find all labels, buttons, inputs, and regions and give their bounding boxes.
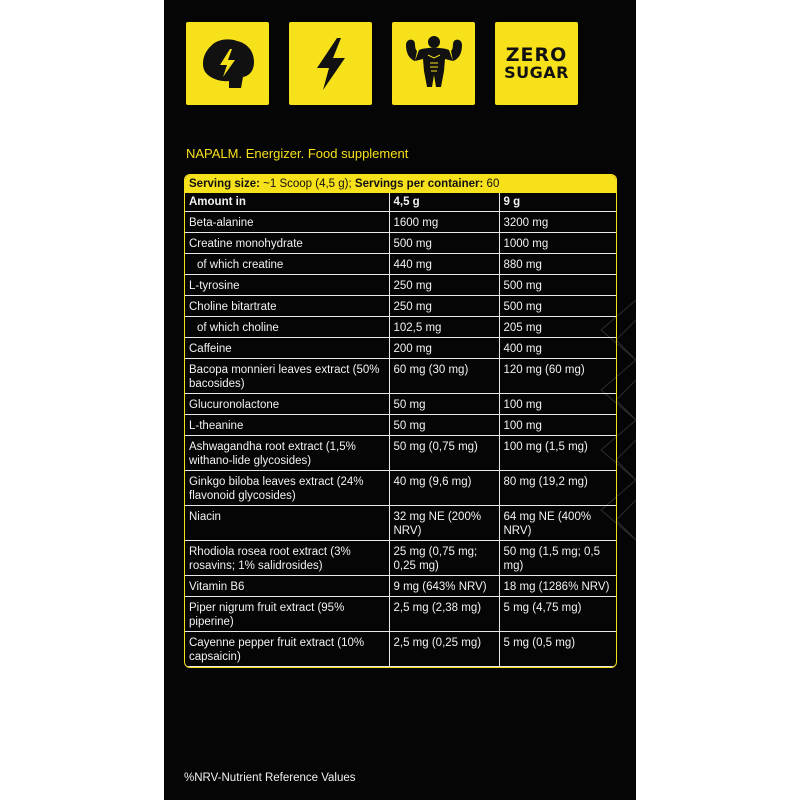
- amount-dose-1: 250 mg: [389, 296, 499, 317]
- table-row: [185, 541, 616, 576]
- table-row: [185, 632, 616, 667]
- table-row: [185, 359, 616, 394]
- amount-dose-2: 1000 mg: [499, 233, 616, 254]
- table-row: [185, 471, 616, 506]
- amount-dose-2: 80 mg (19,2 mg): [499, 471, 616, 506]
- ingredient-name: Piper nigrum fruit extract (95% piperine): [185, 597, 389, 632]
- amount-dose-1: 2,5 mg (0,25 mg): [389, 632, 499, 667]
- amount-dose-2: 18 mg (1286% NRV): [499, 576, 616, 597]
- ingredient-name: of which choline: [185, 317, 389, 338]
- table-row: [185, 317, 616, 338]
- header-dose-1: 4,5 g: [389, 193, 499, 212]
- amount-dose-1: 50 mg: [389, 394, 499, 415]
- ingredient-name: Niacin: [185, 506, 389, 541]
- bodybuilder-icon: [392, 22, 475, 105]
- amount-dose-2: 880 mg: [499, 254, 616, 275]
- amount-dose-1: 200 mg: [389, 338, 499, 359]
- amount-dose-2: 100 mg: [499, 394, 616, 415]
- amount-dose-2: 3200 mg: [499, 212, 616, 233]
- table-header-row: [185, 193, 616, 212]
- ingredient-name: Beta-alanine: [185, 212, 389, 233]
- table-row: [185, 212, 616, 233]
- table-row: [185, 296, 616, 317]
- ingredient-name: L-tyrosine: [185, 275, 389, 296]
- amount-dose-1: 440 mg: [389, 254, 499, 275]
- serving-size-label: Serving size:: [189, 178, 260, 190]
- table-row: [185, 394, 616, 415]
- amount-dose-2: 500 mg: [499, 296, 616, 317]
- amount-dose-2: 400 mg: [499, 338, 616, 359]
- table-row: [185, 597, 616, 632]
- table-row: [185, 254, 616, 275]
- serving-size-value: ~1 Scoop (4,5 g);: [259, 178, 352, 190]
- header-amount-in: Amount in: [185, 193, 389, 212]
- amount-dose-2: 50 mg (1,5 mg; 0,5 mg): [499, 541, 616, 576]
- amount-dose-2: 120 mg (60 mg): [499, 359, 616, 394]
- header-dose-2: 9 g: [499, 193, 616, 212]
- amount-dose-1: 50 mg (0,75 mg): [389, 436, 499, 471]
- servings-per-container-value: 60: [483, 178, 500, 190]
- sugar-label: SUGAR: [504, 62, 569, 82]
- amount-dose-2: 5 mg (0,5 mg): [499, 632, 616, 667]
- amount-dose-1: 500 mg: [389, 233, 499, 254]
- amount-dose-2: 64 mg NE (400% NRV): [499, 506, 616, 541]
- table-row: [185, 576, 616, 597]
- feature-icons: [186, 22, 616, 105]
- amount-dose-1: 60 mg (30 mg): [389, 359, 499, 394]
- amount-dose-2: 205 mg: [499, 317, 616, 338]
- amount-dose-2: 500 mg: [499, 275, 616, 296]
- ingredient-name: Bacopa monnieri leaves extract (50% bacosides): [185, 359, 389, 394]
- amount-dose-1: 25 mg (0,75 mg; 0,25 mg): [389, 541, 499, 576]
- servings-per-container-label: Servings per container:: [351, 178, 484, 190]
- ingredient-name: of which creatine: [185, 254, 389, 275]
- ingredient-name: Creatine monohydrate: [185, 233, 389, 254]
- zero-sugar-icon: [495, 22, 578, 105]
- ingredient-name: Ashwagandha root extract (1,5% withano-lide glycosides): [185, 436, 389, 471]
- ingredient-name: Glucuronolactone: [185, 394, 389, 415]
- ingredient-name: Caffeine: [185, 338, 389, 359]
- ingredient-name: Rhodiola rosea root extract (3% rosavins; 1% salidrosides): [185, 541, 389, 576]
- nutrient-table: [185, 193, 616, 667]
- amount-dose-2: 5 mg (4,75 mg): [499, 597, 616, 632]
- amount-dose-1: 32 mg NE (200% NRV): [389, 506, 499, 541]
- table-row: [185, 233, 616, 254]
- ingredient-name: Cayenne pepper fruit extract (10% capsaicin): [185, 632, 389, 667]
- ingredient-name: Vitamin B6: [185, 576, 389, 597]
- lightning-bolt-icon: [289, 22, 372, 105]
- supplement-facts-table: [184, 174, 617, 668]
- amount-dose-1: 40 mg (9,6 mg): [389, 471, 499, 506]
- amount-dose-1: 102,5 mg: [389, 317, 499, 338]
- brain-lightning-icon: [186, 22, 269, 105]
- ingredient-name: Choline bitartrate: [185, 296, 389, 317]
- amount-dose-2: 100 mg (1,5 mg): [499, 436, 616, 471]
- amount-dose-1: 1600 mg: [389, 212, 499, 233]
- product-panel: [164, 0, 636, 800]
- table-row: [185, 436, 616, 471]
- serving-info: [185, 175, 616, 193]
- table-row: [185, 415, 616, 436]
- ingredient-name: L-theanine: [185, 415, 389, 436]
- table-row: [185, 338, 616, 359]
- amount-dose-2: 100 mg: [499, 415, 616, 436]
- footnote: %NRV-Nutrient Reference Values: [184, 772, 356, 784]
- ingredient-name: Ginkgo biloba leaves extract (24% flavonoid glycosides): [185, 471, 389, 506]
- amount-dose-1: 250 mg: [389, 275, 499, 296]
- amount-dose-1: 2,5 mg (2,38 mg): [389, 597, 499, 632]
- amount-dose-1: 9 mg (643% NRV): [389, 576, 499, 597]
- zero-label: ZERO: [505, 43, 568, 66]
- table-row: [185, 275, 616, 296]
- table-row: [185, 506, 616, 541]
- amount-dose-1: 50 mg: [389, 415, 499, 436]
- product-title: NAPALM. Energizer. Food supplement: [186, 146, 409, 161]
